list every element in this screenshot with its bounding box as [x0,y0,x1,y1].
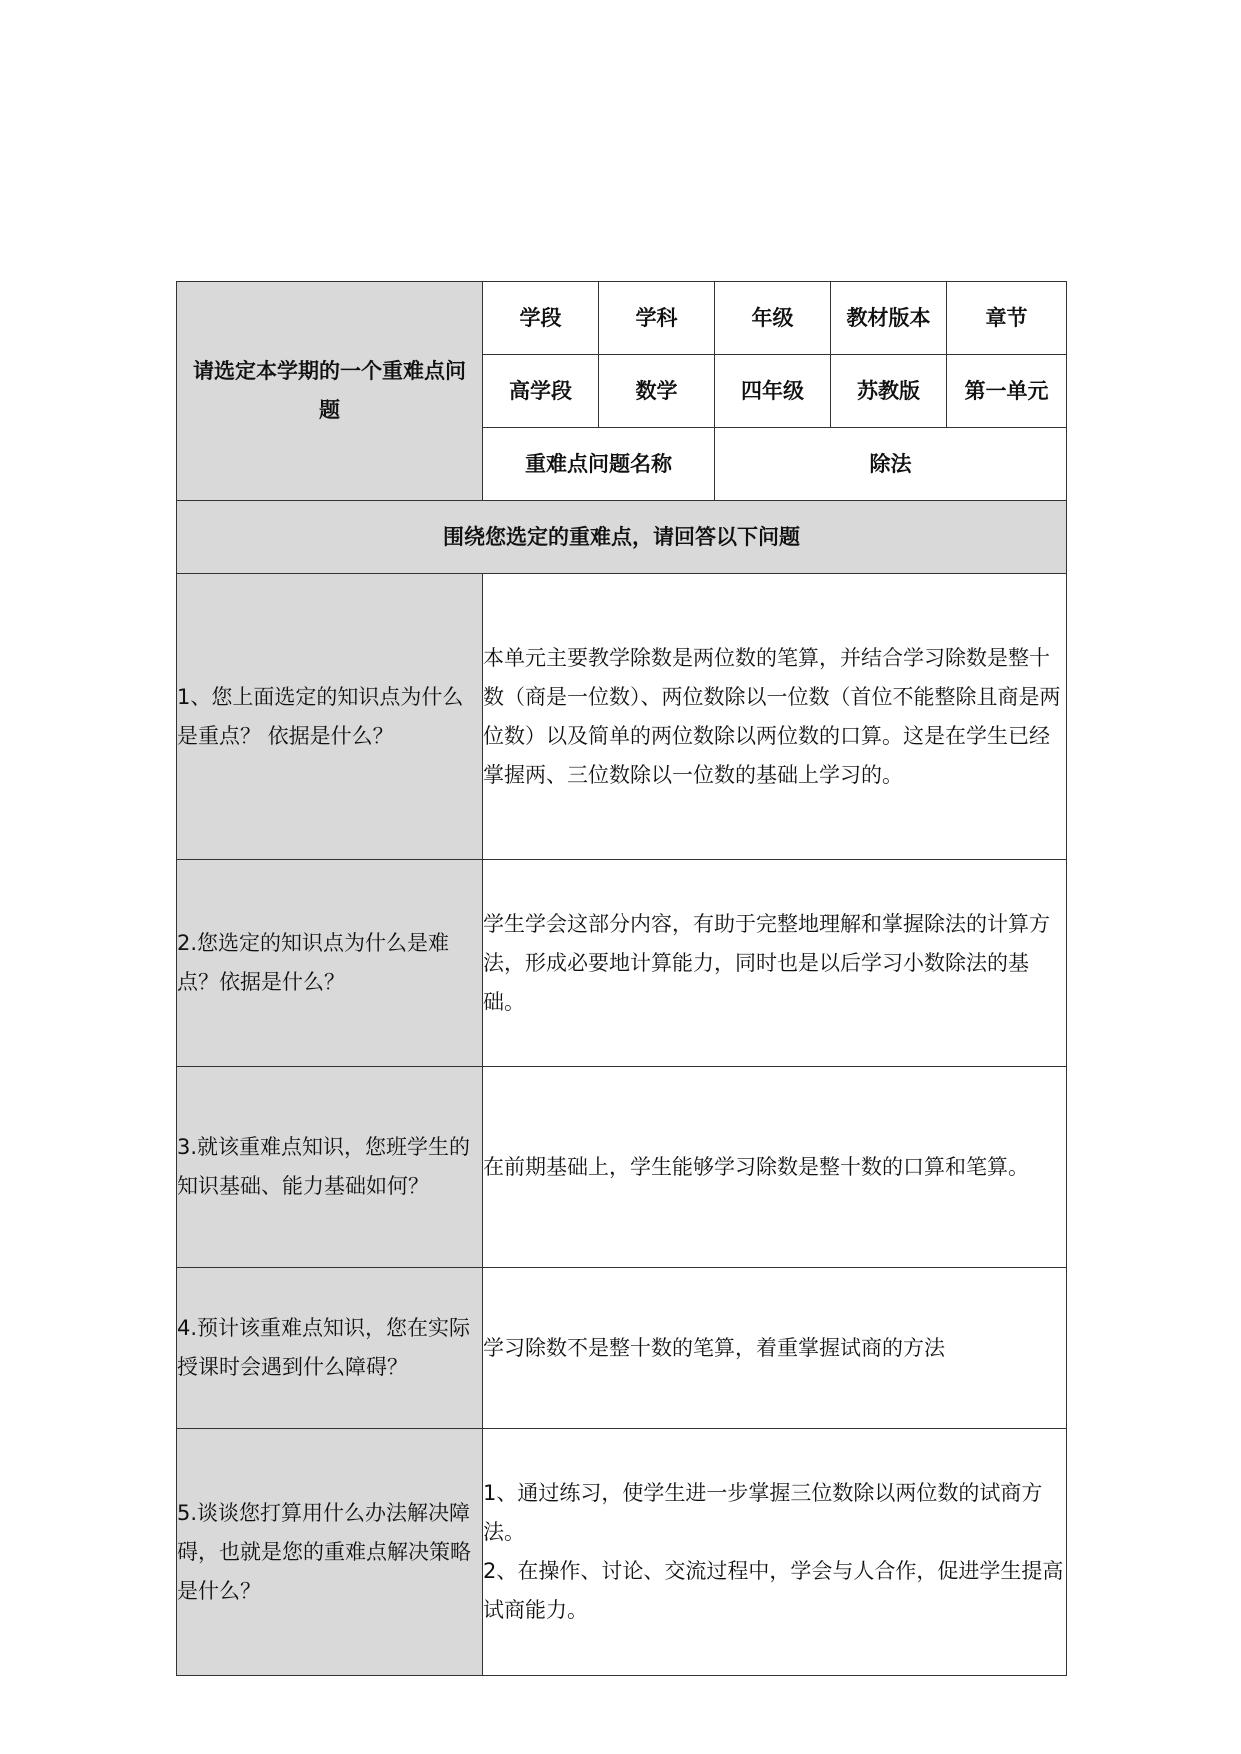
question-3-label: 3.就该重难点知识，您班学生的知识基础、能力基础如何？ [177,1067,483,1268]
selection-prompt-cell [177,282,483,501]
question-3-answer: 在前期基础上，学生能够学习除数是整十数的口算和笔算。 [483,1067,1067,1268]
question-5-answer-line: 1、通过练习，使学生进一步掌握三位数除以两位数的试商方法。 [483,1481,1043,1544]
question-4-answer: 学习除数不是整十数的笔算，着重掌握试商的方法 [483,1268,1067,1429]
value-textbook-edition: 苏教版 [831,355,947,428]
value-grade: 四年级 [715,355,831,428]
question-1-answer: 本单元主要教学除数是两位数的笔算，并结合学习除数是整十数（商是一位数）、两位数除以一位数（首位不能整除且商是两位数）以及简单的两位数除以两位数的口算。这是在学生已经掌握两、三位数除以一位数的基础上学习的。 [483,574,1067,860]
topic-name-value: 除法 [715,428,1067,501]
column-header-textbook-edition: 教材版本 [831,282,947,355]
value-stage: 高学段 [483,355,599,428]
selection-prompt-label: 请选定本学期的一个重难点问题 [193,359,466,422]
column-header-chapter: 章节 [947,282,1067,355]
question-4-label: 4.预计该重难点知识，您在实际授课时会遇到什么障碍？ [177,1268,483,1429]
topic-name-label: 重难点问题名称 [483,428,715,501]
column-header-subject: 学科 [599,282,715,355]
question-5-answer [483,1429,1067,1676]
question-1-label: 1、您上面选定的知识点为什么是重点？ 依据是什么？ [177,574,483,860]
column-header-stage: 学段 [483,282,599,355]
column-header-grade: 年级 [715,282,831,355]
section-title: 围绕您选定的重难点，请回答以下问题 [177,501,1067,574]
question-5-answer-line: 2、在操作、讨论、交流过程中，学会与人合作，促进学生提高试商能力。 [483,1559,1064,1622]
value-subject: 数学 [599,355,715,428]
problem-form-table [176,281,1067,1676]
question-2-label: 2.您选定的知识点为什么是难点？依据是什么？ [177,860,483,1067]
question-5-label: 5.谈谈您打算用什么办法解决障碍，也就是您的重难点解决策略是什么？ [177,1429,483,1676]
value-chapter: 第一单元 [947,355,1067,428]
question-2-answer: 学生学会这部分内容，有助于完整地理解和掌握除法的计算方法，形成必要地计算能力，同时也是以后学习小数除法的基础。 [483,860,1067,1067]
